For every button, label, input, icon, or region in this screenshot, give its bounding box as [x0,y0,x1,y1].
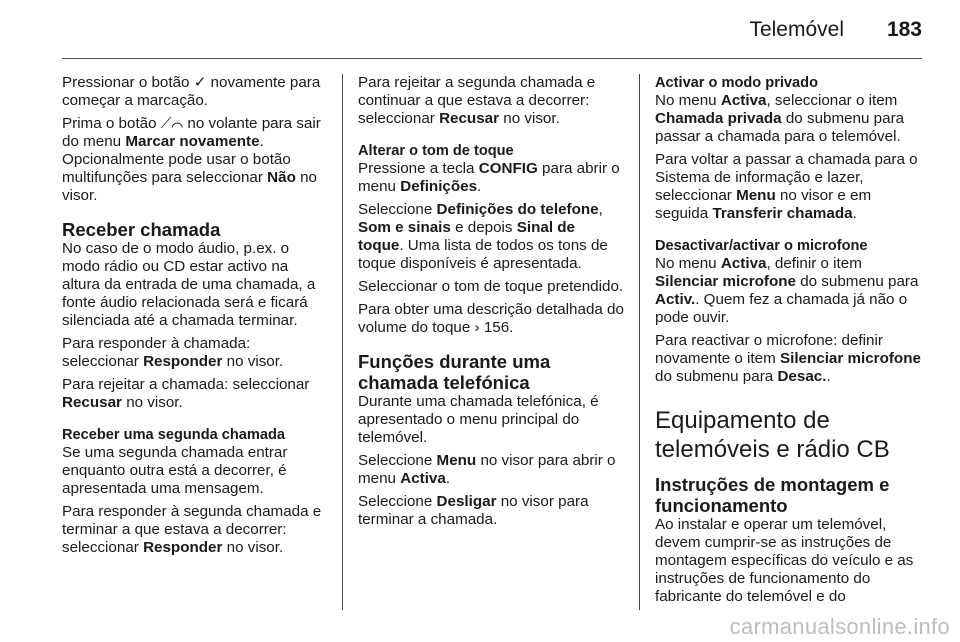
phone-hangup-icon: ⟋⌒ [160,115,184,132]
paragraph: No menu Activa, definir o item Silenciar microfone do submenu para Activ.. Quem fez a chamada já não o pode ouvir. [655,255,919,326]
section-heading: Receber chamada [62,219,221,240]
paragraph: Para obter uma descrição detalhada do volume do toque › 156. [358,301,624,336]
subheading: Activar o modo privado [655,75,818,91]
paragraph: No caso de o modo áudio, p.ex. o modo rádio ou CD estar activo na altura da entrada de uma chamada, a fonte áudio relacionada será e ficará silenciada até a chamada terminar. [62,240,316,329]
subheading: Alterar o tom de toque [358,143,514,159]
paragraph: Seleccione Menu no visor para abrir o menu Activa. [358,452,616,487]
chapter-heading: Equipamento de telemóveis e rádio CB [655,407,890,463]
header-rule [62,58,922,59]
paragraph: Se uma segunda chamada entrar enquanto outra está a decorrer, é apresentada uma mensagem. [62,444,288,497]
page-title: Telemóvel [749,18,844,41]
column-divider [342,74,343,610]
paragraph: Seleccionar o tom de toque pretendido. [358,278,624,295]
page-header [62,18,922,48]
paragraph: Durante uma chamada telefónica, é apresentado o menu principal do telemóvel. [358,393,599,446]
paragraph: Pressionar o botão ✓ novamente para começar a marcação. [62,74,321,109]
paragraph: Para rejeitar a segunda chamada e continuar a que estava a decorrer: seleccionar Recusar no visor. [358,74,596,127]
subheading: Desactivar/activar o microfone [655,238,868,254]
subheading: Receber uma segunda chamada [62,427,286,443]
paragraph: Para responder à chamada: seleccionar Responder no visor. [62,335,284,370]
paragraph: Pressione a tecla CONFIG para abrir o menu Definições. [358,160,620,195]
paragraph: Para reactivar o microfone: definir novamente o item Silenciar microfone do submenu para Desac.. [655,332,921,385]
paragraph: No menu Activa, seleccionar o item Chamada privada do submenu para passar a chamada para o telemóvel. [655,92,905,145]
section-heading: Funções durante uma chamada telefónica [358,351,551,393]
column-divider [639,74,640,610]
paragraph: Seleccione Desligar no visor para terminar a chamada. [358,493,589,528]
paragraph: Para rejeitar a chamada: seleccionar Recusar no visor. [62,376,310,411]
paragraph: Para voltar a passar a chamada para o Sistema de informação e lazer, seleccionar Menu no visor e em seguida Transferir chamada. [655,151,918,222]
section-heading: Instruções de montagem e funcionamento [655,474,890,516]
column-3 [655,74,921,611]
column-1 [62,74,328,562]
paragraph: Ao instalar e operar um telemóvel, devem cumprir-se as instruções de montagem específicas do veículo e as instruções de funcionamento do fabricante do telemóvel e do [655,516,914,605]
watermark: carmanualsonline.info [729,614,950,639]
page-reference-icon: › [474,319,480,336]
phone-icon: ✓ [193,74,207,91]
page-number: 183 [886,18,922,41]
column-2 [358,74,624,534]
paragraph: Para responder à segunda chamada e terminar a que estava a decorrer: seleccionar Responder no visor. [62,503,322,556]
paragraph: Prima o botão ⟋⌒ no volante para sair do menu Marcar novamente. Opcionalmente pode usar o botão multifunções para seleccionar Não no visor. [62,115,321,204]
paragraph: Seleccione Definições do telefone, Som e sinais e depois Sinal de toque. Uma lista de todos os tons de toque disponíveis é apresentada. [358,201,608,272]
